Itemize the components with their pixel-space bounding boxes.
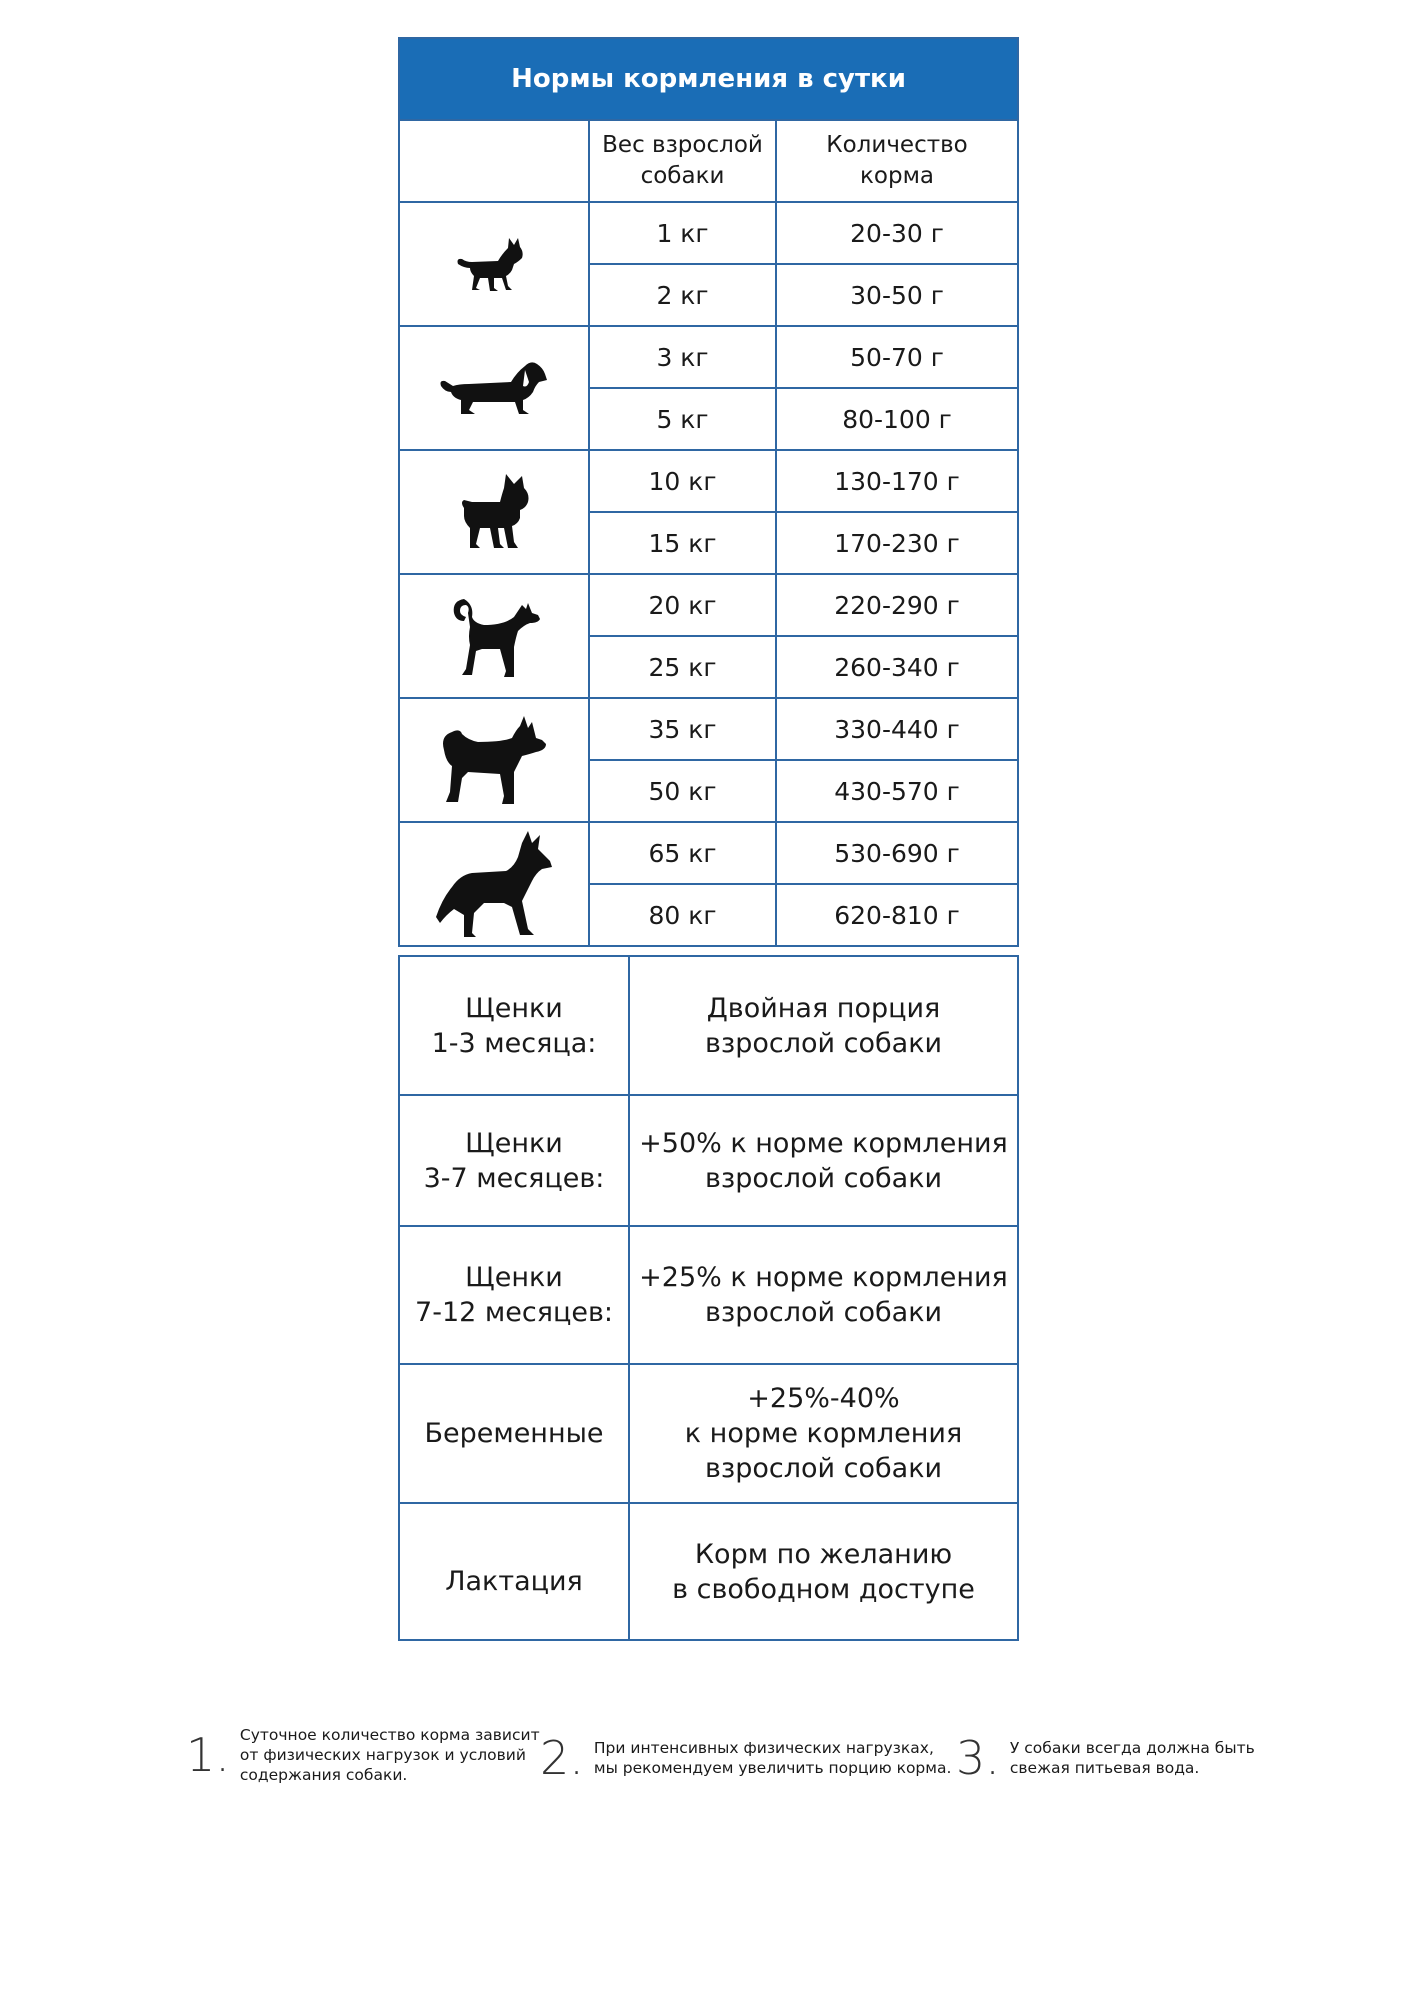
breed-cell [399,450,589,574]
food-cell: 220-290 г [776,574,1018,636]
breed-cell [399,326,589,450]
weight-cell: 1 кг [589,202,776,264]
special-value: +25%-40% к норме кормления взрослой собаки [629,1364,1018,1503]
weight-cell: 20 кг [589,574,776,636]
special-label: Щенки 7-12 месяцев: [399,1226,629,1364]
header-empty-cell [399,120,589,202]
weight-cell: 3 кг [589,326,776,388]
food-cell: 620-810 г [776,884,1018,946]
food-cell: 330-440 г [776,698,1018,760]
food-cell: 50-70 г [776,326,1018,388]
weight-cell: 2 кг [589,264,776,326]
food-cell: 530-690 г [776,822,1018,884]
header-weight: Вес взрослой собаки [589,120,776,202]
special-label: Щенки 1-3 месяца: [399,956,629,1095]
table-title: Нормы кормления в сутки [399,38,1018,120]
footnote-text: При интенсивных физических нагрузках, мы рекомендуем увеличить порцию корма. [593,1739,952,1777]
food-cell: 20-30 г [776,202,1018,264]
weight-cell: 5 кг [589,388,776,450]
footnote-number: 2. [540,1731,584,1785]
special-value: Корм по желанию в свободном доступе [629,1503,1018,1640]
weight-cell: 25 кг [589,636,776,698]
weight-cell: 15 кг [589,512,776,574]
medium-dog-icon [444,593,544,679]
footnote-text: Суточное количество корма зависит от физических нагрузок и условий содержания собаки. [239,1726,540,1784]
special-norms-table [398,955,1019,1641]
special-value: +50% к норме кормления взрослой собаки [629,1095,1018,1226]
weight-cell: 65 кг [589,822,776,884]
feeding-norms-table [398,37,1019,947]
weight-cell: 80 кг [589,884,776,946]
french-bulldog-icon [454,472,534,552]
special-label: Щенки 3-7 месяцев: [399,1095,629,1226]
footnote-2 [540,1731,952,1785]
food-cell: 430-570 г [776,760,1018,822]
food-cell: 80-100 г [776,388,1018,450]
footnote-1 [186,1725,540,1785]
food-cell: 130-170 г [776,450,1018,512]
dachshund-icon [439,356,549,420]
weight-cell: 50 кг [589,760,776,822]
food-cell: 260-340 г [776,636,1018,698]
header-food: Количество корма [776,120,1018,202]
weight-cell: 10 кг [589,450,776,512]
breed-cell [399,202,589,326]
chihuahua-icon [454,234,534,294]
footnote-number: 1. [186,1728,230,1782]
food-cell: 170-230 г [776,512,1018,574]
food-cell: 30-50 г [776,264,1018,326]
special-label: Лактация [399,1503,629,1640]
breed-cell [399,822,589,946]
footnote-number: 3. [956,1731,1000,1785]
footnote-text: У собаки всегда должна быть свежая питьевая вода. [1009,1739,1255,1777]
footnote-3 [956,1731,1255,1785]
special-value: +25% к норме кормления взрослой собаки [629,1226,1018,1364]
breed-cell [399,574,589,698]
husky-icon [438,712,550,808]
feeding-norms-sheet [398,37,1017,1641]
weight-cell: 35 кг [589,698,776,760]
shepherd-icon [432,829,556,939]
special-value: Двойная порция взрослой собаки [629,956,1018,1095]
breed-cell [399,698,589,822]
special-label: Беременные [399,1364,629,1503]
